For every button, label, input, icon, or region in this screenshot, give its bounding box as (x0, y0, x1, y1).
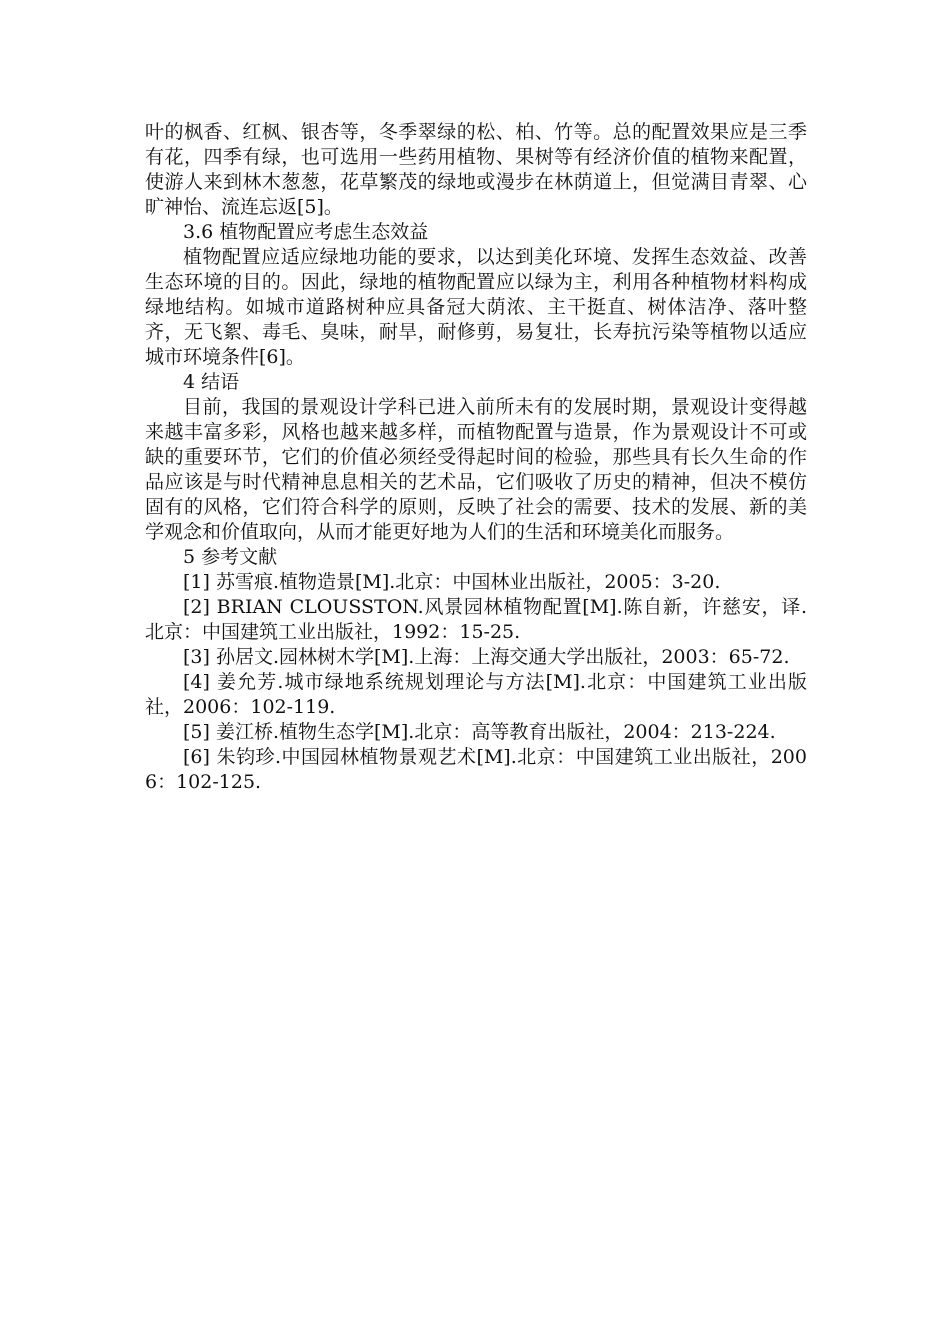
reference-item-1: [1] 苏雪痕.植物造景[M].北京：中国林业出版社，2005：3-20. (183, 571, 721, 593)
reference-item-4: [4] 姜允芳.城市绿地系统规划理论与方法[M].北京：中国建筑工业出版社，2006：102-119. (145, 671, 807, 718)
document-body (145, 120, 807, 795)
reference-item-2: [2] BRIAN CLOUSSTON.风景园林植物配置[M].陈自新，许慈安，译.北京：中国建筑工业出版社，1992：15-25. (145, 596, 807, 643)
paragraph-ecological-benefit: 植物配置应适应绿地功能的要求，以达到美化环境、发挥生态效益、改善生态环境的目的。因此，绿地的植物配置应以绿为主，利用各种植物材料构成绿地结构。如城市道路树种应具备冠大荫浓、主干挺直、树体洁净、落叶整齐，无飞絮、毒毛、臭味，耐旱，耐修剪，易复壮，长寿抗污染等植物以适应城市环境条件[6]。 (145, 246, 807, 368)
paragraph-conclusion: 目前，我国的景观设计学科已进入前所未有的发展时期，景观设计变得越来越丰富多彩，风格也越来越多样，而植物配置与造景，作为景观设计不可或缺的重要环节，它们的价值必须经受得起时间的检验，那些具有长久生命的作品应该是与时代精神息息相关的艺术品，它们吸收了历史的精神，但决不模仿固有的风格，它们符合科学的原则，反映了社会的需要、技术的发展、新的美学观念和价值取向，从而才能更好地为人们的生活和环境美化而服务。 (145, 396, 807, 543)
section-heading-3-6: 3.6 植物配置应考虑生态效益 (183, 221, 429, 243)
section-heading-conclusion: 4 结语 (183, 371, 240, 393)
reference-item-3: [3] 孙居文.园林树木学[M].上海：上海交通大学出版社，2003：65-72. (183, 646, 790, 668)
paragraph-plant-effects: 叶的枫香、红枫、银杏等，冬季翠绿的松、柏、竹等。总的配置效果应是三季有花，四季有绿，也可选用一些药用植物、果树等有经济价值的植物来配置，使游人来到林木葱葱，花草繁茂的绿地或漫步在林荫道上，但觉满目青翠、心旷神怡、流连忘返[5]。 (145, 121, 807, 218)
reference-item-6: [6] 朱钧珍.中国园林植物景观艺术[M].北京：中国建筑工业出版社，2006：102-125. (145, 746, 807, 793)
section-heading-references: 5 参考文献 (183, 546, 278, 568)
reference-item-5: [5] 姜江桥.植物生态学[M].北京：高等教育出版社，2004：213-224. (183, 721, 776, 743)
